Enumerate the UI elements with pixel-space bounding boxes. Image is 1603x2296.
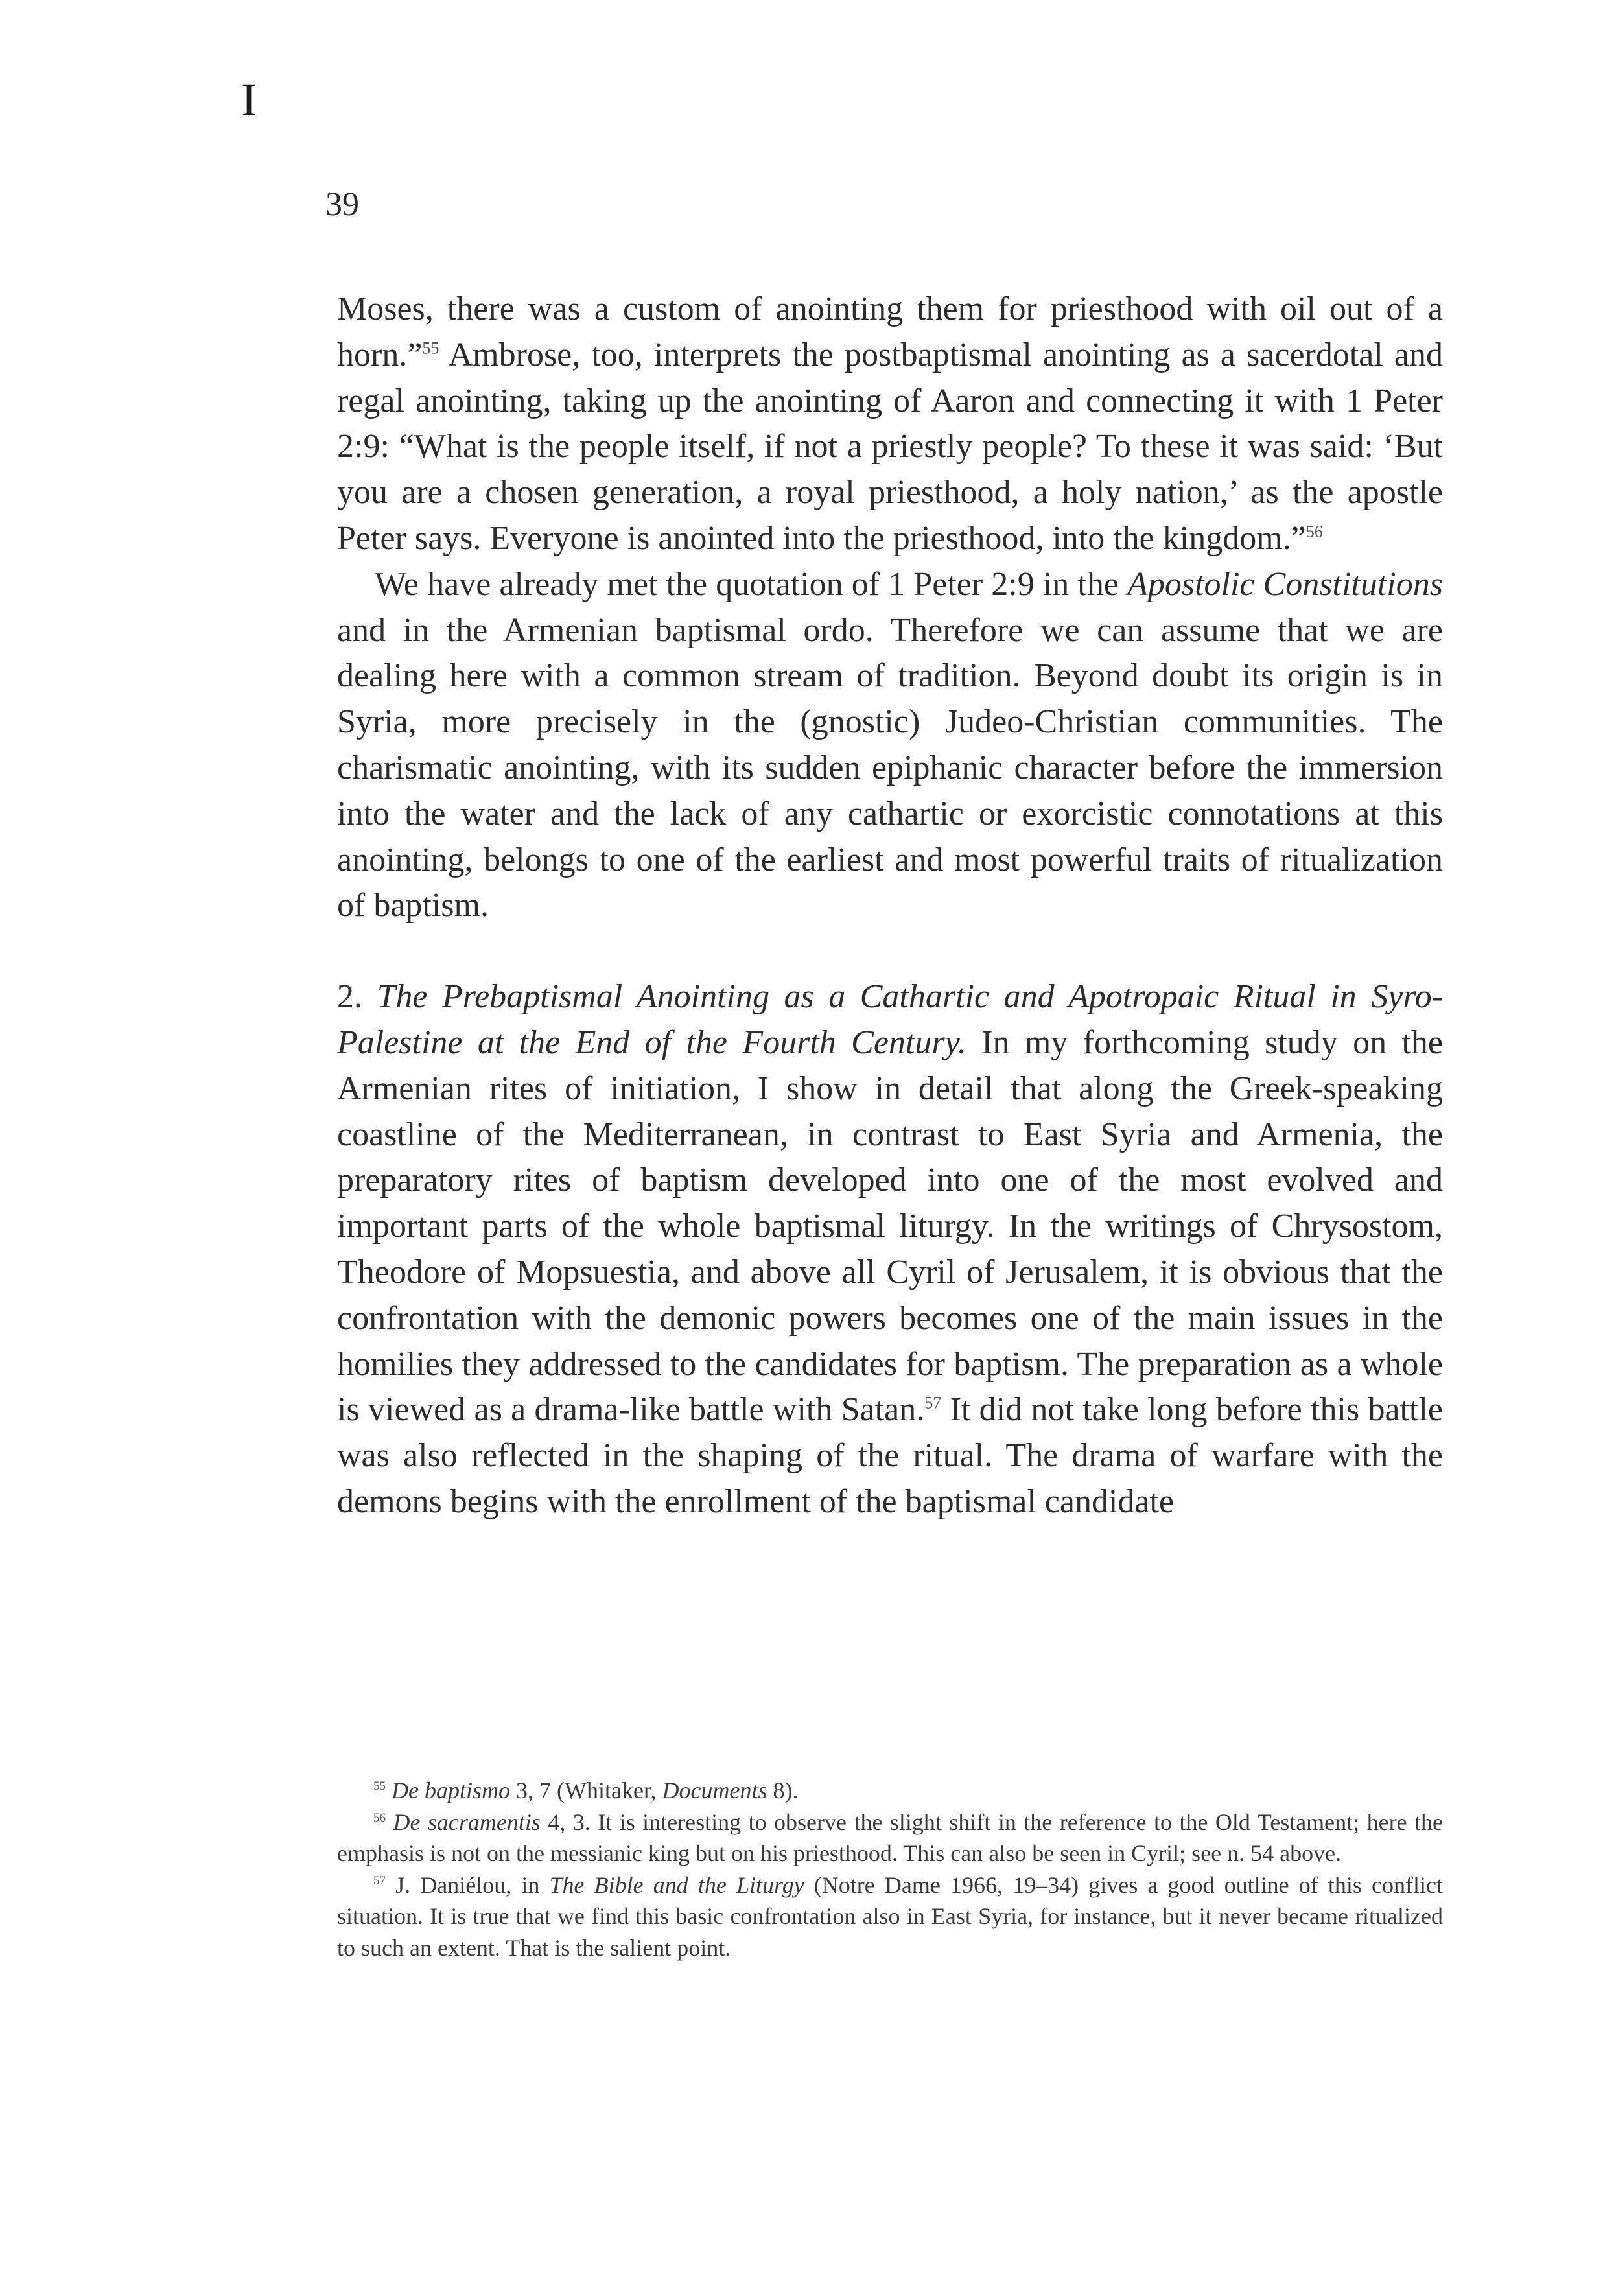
footnote-56 (337, 1807, 1443, 1869)
footnote-number: 55 (373, 1779, 386, 1793)
footnote-ref-56: 56 (1305, 522, 1323, 541)
footnote-number: 57 (373, 1873, 386, 1888)
text-run: J. Daniélou, in (386, 1871, 550, 1898)
text-run: It did not take long before this battle was also reflected in the shaping of the ritual. The drama of warfare with the demons begins with the enrollment of the baptismal candidate (337, 1391, 1443, 1520)
footnote-55 (337, 1775, 1443, 1807)
section-paragraph (337, 974, 1443, 1525)
footnote-ref-57: 57 (924, 1394, 942, 1412)
paragraph (337, 562, 1443, 929)
text-run: In my forthcoming study on the Armenian rites of initiation, I show in detail that along the Greek-speaking coastline of the Mediterranean, in contrast to East Syria and Armenia, the preparatory rites of baptism developed into one of the most evolved and important parts of the whole baptismal liturgy. In the writings of Chrysostom, Theodore of Mopsuestia, and above all Cyril of Jerusalem, it is obvious that the confrontation with the demonic powers becomes one of the main issues in the homilies they addressed to the candidates for baptism. The preparation as a whole is viewed as a drama-like battle with Satan. (337, 1024, 1443, 1429)
section-heading: The Prebaptismal Anointing as a Cathartic and Apotropaic Ritual in Syro-Palestine at the End of the Fourth Century. (337, 978, 1444, 1061)
text-run: 4, 3. It is interesting to observe the slight shift in the reference to the Old Testament; here the emphasis is not on the messianic king but on his priesthood. This can also be seen in Cyril; see n. 54 above. (337, 1809, 1444, 1867)
paragraph-continuation (337, 287, 1443, 562)
text-run: Moses, there was a custom of anointing them for priesthood with oil out of a horn.” (337, 290, 1443, 373)
footnotes (337, 1775, 1443, 1964)
page-number: 39 (325, 186, 359, 223)
work-title: Apostolic Constitutions (1127, 565, 1443, 603)
text-run: Ambrose, too, interprets the postbaptismal anointing as a sacerdotal and regal anointing, taking up the anointing of Aaron and connecting it with 1 Peter 2:9: “What is the people itself, if not a priestly people? To these it was said: ‘But you are a chosen generation, a royal priesthood, a holy nation,’ as the apostle Peter says. Everyone is anointed into the priesthood, into the kingdom.” (337, 336, 1443, 557)
part-marker: I (241, 74, 257, 126)
footnote-57 (337, 1869, 1443, 1964)
work-title: De baptismo (392, 1777, 510, 1803)
text-run: and in the Armenian baptismal ordo. Therefore we can assume that we are dealing here with a common stream of tradition. Beyond doubt its origin is in Syria, more precisely in the (gnostic) Judeo-Christian communities. The charismatic anointing, with its sudden epiphanic character before the immersion into the water and the lack of any cathartic or exorcistic connotations at this anointing, belongs to one of the earliest and most powerful traits of ritualization of baptism. (337, 611, 1443, 924)
work-title: The Bible and the Liturgy (549, 1871, 804, 1898)
main-text (337, 287, 1443, 1525)
text-run: 3, 7 (Whitaker, (510, 1777, 662, 1803)
work-title: Documents (662, 1777, 767, 1803)
section-number: 2. (337, 978, 377, 1016)
text-run: We have already met the quotation of 1 Peter 2:9 in the (375, 565, 1128, 603)
text-run: 8). (767, 1777, 799, 1803)
footnote-ref-55: 55 (422, 338, 439, 358)
text-run: (Notre Dame 1966, 19–34) gives a good outline of this conflict situation. It is true that we find this basic confrontation also in East Syria, for instance, but it never became ritualized to such an extent. That is the salient point. (337, 1871, 1443, 1961)
work-title: De sacramentis (393, 1809, 541, 1835)
footnote-number: 56 (373, 1810, 386, 1825)
